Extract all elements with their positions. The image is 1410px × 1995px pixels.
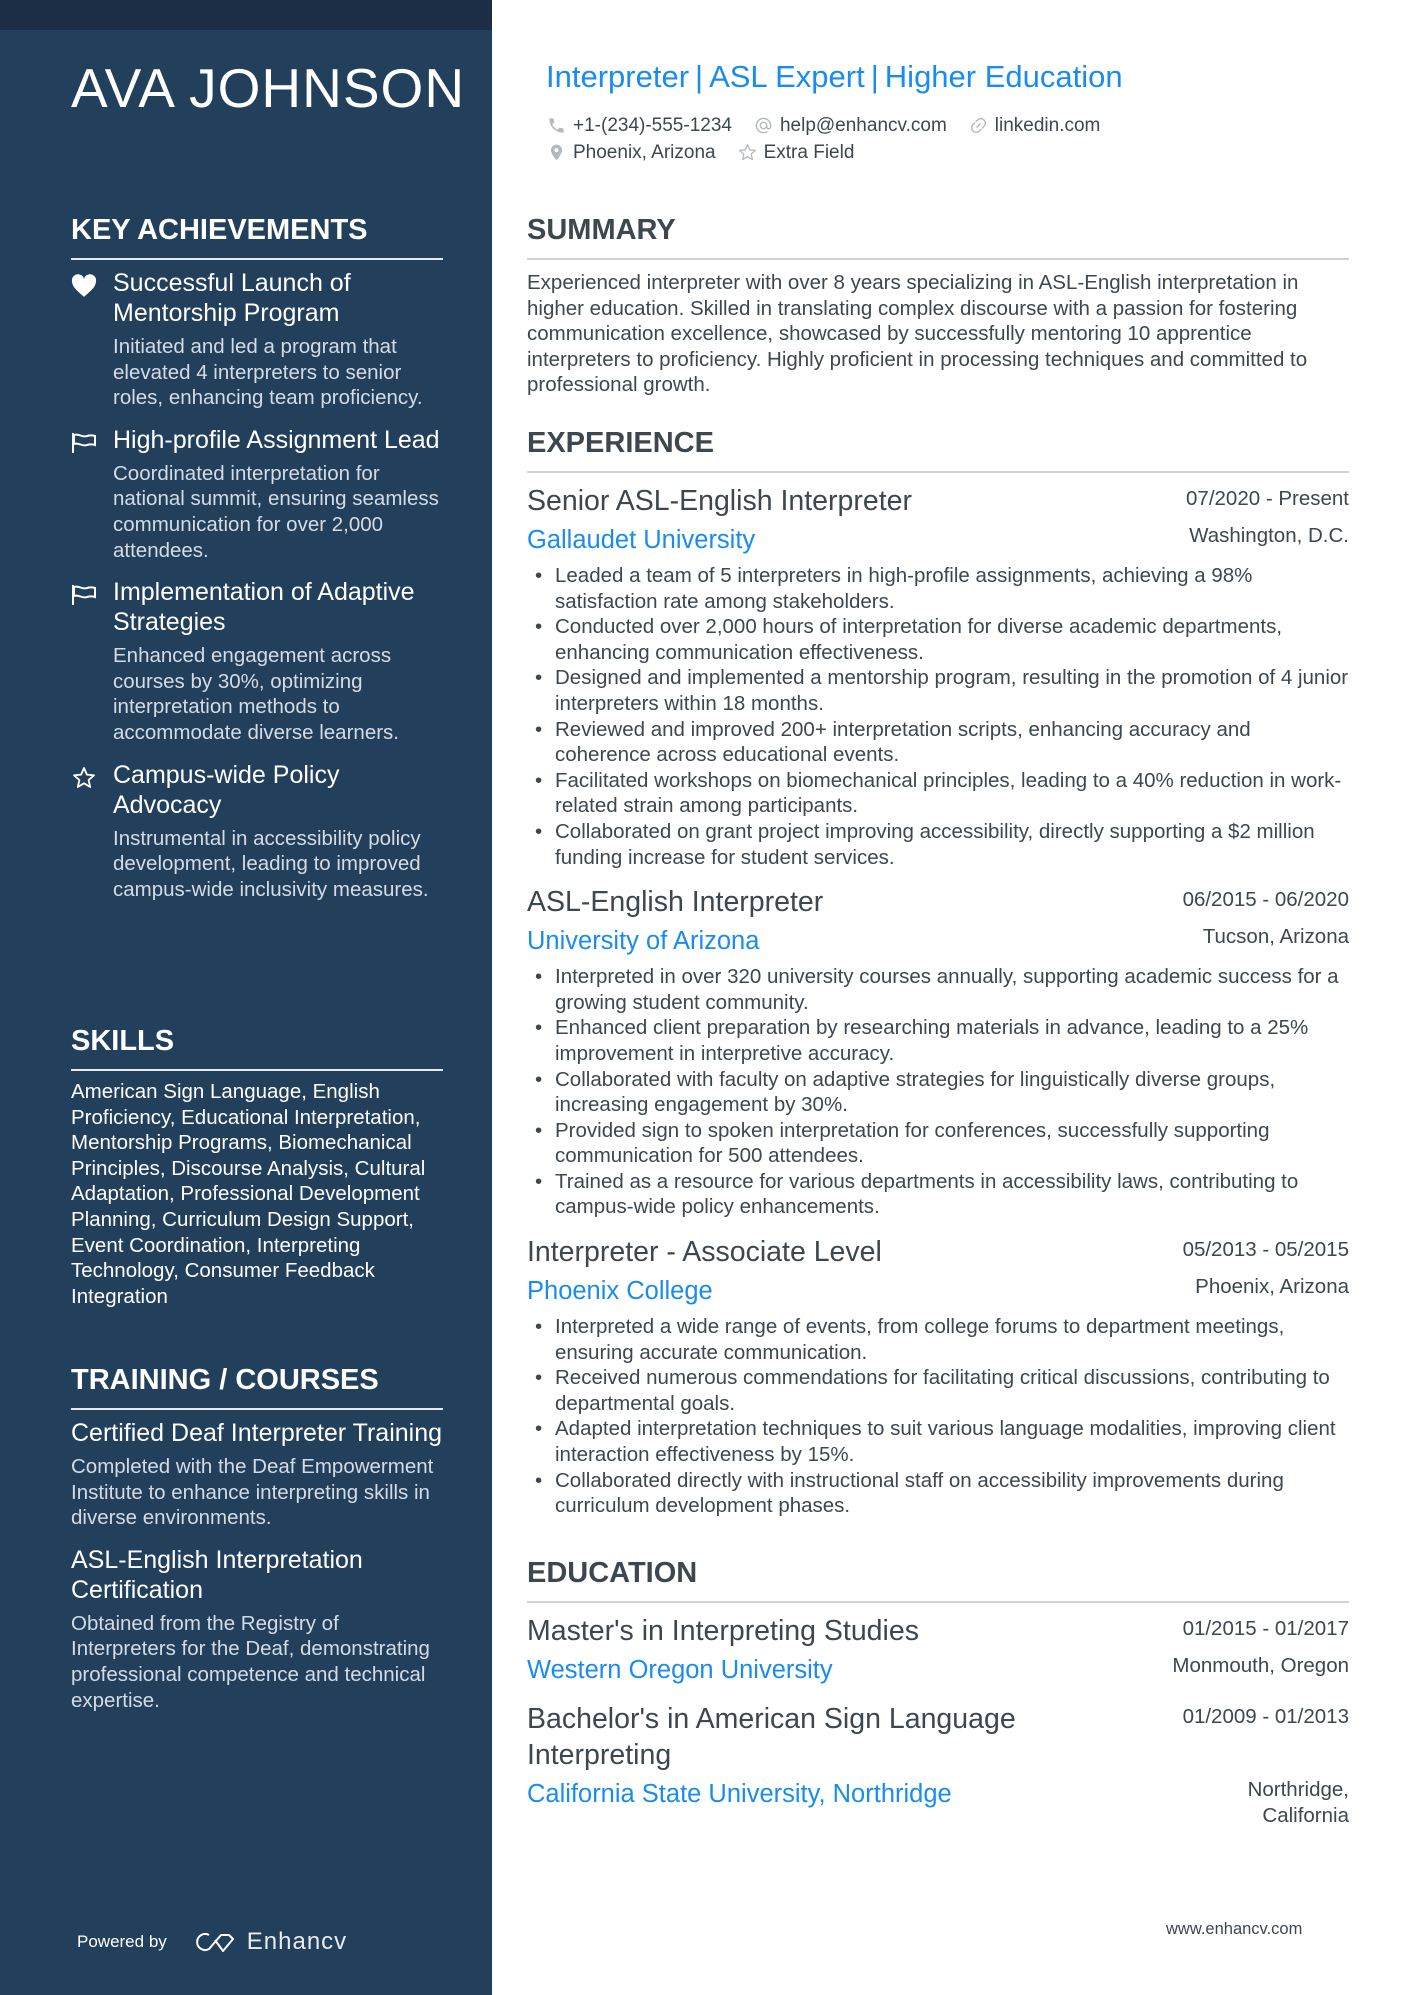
education-dates: 01/2009 - 01/2013 xyxy=(1182,1705,1349,1728)
achievement-desc: Instrumental in accessibility policy development, leading to improved campus-wide inclusivity measures. xyxy=(113,826,429,901)
headline xyxy=(546,57,1123,97)
degree-title: Bachelor's in American Sign Language Interpreting xyxy=(527,1703,1016,1771)
section-heading: EDUCATION xyxy=(527,1555,1349,1603)
star-icon xyxy=(71,760,113,903)
summary-section xyxy=(527,212,1349,398)
skills-list: American Sign Language, English Proficiency, Educational Interpretation, Mentorship Programs, Biomechanical Principles, Discourse Analysis, Cultural Adaptation, Professional Development Planning, Curriculum Design Support, Event Coordination, Interpreting Technology, Consumer Feedback Integration xyxy=(71,1080,426,1308)
job-title: Interpreter - Associate Level xyxy=(527,1236,882,1269)
education-entry xyxy=(527,1613,1349,1687)
powered-by-label: Powered by xyxy=(77,1932,167,1951)
at-icon xyxy=(754,116,773,135)
course-item xyxy=(71,1545,443,1713)
email-text: help@enhancv.com xyxy=(779,115,947,136)
top-strip xyxy=(0,0,492,30)
skills-section xyxy=(71,1023,443,1309)
company-name: Gallaudet University xyxy=(527,526,756,554)
bullet-item: • Interpreted in over 320 university courses annually, supporting academic success for a growing student community. xyxy=(527,964,1349,1015)
heart-icon xyxy=(71,268,113,411)
star-icon xyxy=(738,143,757,162)
link-icon xyxy=(969,116,988,135)
contact-extra xyxy=(738,139,855,166)
achievement-title: Implementation of Adaptive Strategies xyxy=(113,578,415,637)
school-name: Western Oregon University xyxy=(527,1656,833,1684)
enhancv-logo[interactable] xyxy=(193,1928,347,1956)
enhancv-brand-text: Enhancv xyxy=(246,1928,348,1955)
bullet-item: • Reviewed and improved 200+ interpretation scripts, enhancing accuracy and coherence across educational events. xyxy=(527,717,1349,768)
achievement-item xyxy=(71,268,443,411)
bullet-item: • Enhanced client preparation by researching materials in advance, leading to a 25% improvement in interpretive accuracy. xyxy=(527,1015,1349,1066)
section-heading: TRAINING / COURSES xyxy=(71,1362,443,1410)
headline-separator: | xyxy=(695,59,704,94)
job-title: ASL-English Interpreter xyxy=(527,886,824,919)
headline-separator: | xyxy=(870,59,879,94)
location-text: Phoenix, Arizona xyxy=(573,142,716,163)
footer-url[interactable]: www.enhancv.com xyxy=(1166,1920,1303,1938)
flag-icon xyxy=(71,577,113,745)
job-location: Washington, D.C. xyxy=(1189,524,1349,547)
job-dates: 06/2015 - 06/2020 xyxy=(1182,888,1349,912)
experience-entry xyxy=(527,884,1349,1220)
education-section xyxy=(527,1555,1349,1829)
achievement-title: High-profile Assignment Lead xyxy=(113,425,440,454)
phone-icon xyxy=(547,116,566,135)
job-dates: 07/2020 - Present xyxy=(1186,487,1349,510)
summary-text: Experienced interpreter with over 8 years specializing in ASL-English interpretation in higher education. Skilled in translating complex discourse with a passion for fostering communication excellence, showcased by successfully mentoring 10 apprentice interpreters to proficiency. Highly proficient in processing techniques and committed to professional growth. xyxy=(527,271,1308,397)
bullet-item: • Collaborated directly with instructional staff on accessibility improvements during curriculum development phases. xyxy=(527,1468,1349,1519)
location-pin-icon xyxy=(547,143,566,162)
course-desc: Completed with the Deaf Empowerment Institute to enhance interpreting skills in diverse environments. xyxy=(71,1455,434,1530)
education-dates: 01/2015 - 01/2017 xyxy=(1182,1617,1349,1640)
achievement-desc: Coordinated interpretation for national summit, ensuring seamless communication for over 2,000 attendees. xyxy=(113,461,439,562)
contact-info xyxy=(547,112,1100,166)
bullet-item: • Leaded a team of 5 interpreters in high-profile assignments, achieving a 98% satisfaction rate among stakeholders. xyxy=(527,563,1349,614)
achievement-item xyxy=(71,577,443,745)
education-location: Monmouth, Oregon xyxy=(1172,1654,1349,1677)
experience-section xyxy=(527,425,1349,1519)
job-title: Senior ASL-English Interpreter xyxy=(527,485,912,517)
contact-email[interactable] xyxy=(754,112,947,139)
job-bullets xyxy=(527,964,1349,1220)
bullet-item: • Interpreted a wide range of events, from college forums to department meetings, ensuring accurate communication. xyxy=(527,1314,1349,1365)
job-dates: 05/2013 - 05/2015 xyxy=(1182,1238,1349,1262)
course-title: Certified Deaf Interpreter Training xyxy=(71,1419,443,1447)
bullet-item: • Trained as a resource for various departments in accessibility laws, contributing to campus-wide policy enhancements. xyxy=(527,1169,1349,1220)
candidate-name: AVA JOHNSON xyxy=(71,57,466,119)
company-name: Phoenix College xyxy=(527,1277,713,1306)
flag-icon xyxy=(71,425,113,563)
achievement-desc: Initiated and led a program that elevated 4 interpreters to senior roles, enhancing team proficiency. xyxy=(113,335,423,410)
achievement-title: Campus-wide Policy Advocacy xyxy=(113,760,340,819)
achievement-item xyxy=(71,760,443,903)
job-bullets xyxy=(527,563,1349,870)
job-location: Tucson, Arizona xyxy=(1202,925,1349,949)
education-location: Northridge, California xyxy=(1247,1778,1349,1827)
course-item xyxy=(71,1418,443,1531)
job-bullets xyxy=(527,1314,1349,1519)
achievement-desc: Enhanced engagement across courses by 30%, optimizing interpretation methods to accommodate diverse learners. xyxy=(113,644,399,744)
school-name: California State University, Northridge xyxy=(527,1780,952,1808)
company-name: University of Arizona xyxy=(527,927,760,956)
bullet-item: • Designed and implemented a mentorship program, resulting in the promotion of 4 junior interpreters within 18 months. xyxy=(527,665,1349,716)
course-desc: Obtained from the Registry of Interpreters for the Deaf, demonstrating professional competence and technical expertise. xyxy=(71,1611,430,1712)
section-heading: SKILLS xyxy=(71,1023,443,1071)
training-section xyxy=(71,1362,443,1713)
bullet-item: • Provided sign to spoken interpretation for conferences, successfully supporting communication for 500 attendees. xyxy=(527,1118,1349,1169)
bullet-item: • Collaborated with faculty on adaptive strategies for linguistically diverse groups, increasing engagement by 30%. xyxy=(527,1067,1349,1118)
headline-part: Interpreter xyxy=(546,59,690,94)
bullet-item: • Conducted over 2,000 hours of interpretation for diverse academic departments, enhancing communication effectiveness. xyxy=(527,614,1349,665)
section-heading: EXPERIENCE xyxy=(527,425,1349,473)
experience-entry xyxy=(527,483,1349,870)
headline-part: Higher Education xyxy=(884,59,1123,94)
headline-part: ASL Expert xyxy=(709,59,865,94)
course-title: ASL-English Interpretation Certification xyxy=(71,1545,363,1604)
bullet-item: • Facilitated workshops on biomechanical principles, leading to a 40% reduction in work-related strain among participants. xyxy=(527,768,1349,819)
link-text: linkedin.com xyxy=(994,115,1101,136)
section-heading: KEY ACHIEVEMENTS xyxy=(71,212,443,260)
contact-location xyxy=(547,139,716,166)
achievement-title: Successful Launch of Mentorship Program xyxy=(113,269,351,327)
bullet-item: • Adapted interpretation techniques to suit various language modalities, improving client interaction effectiveness by 15%. xyxy=(527,1416,1349,1467)
powered-by xyxy=(77,1928,347,1956)
contact-phone[interactable] xyxy=(547,112,732,139)
section-heading: SUMMARY xyxy=(527,212,1349,260)
experience-entry xyxy=(527,1234,1349,1519)
sidebar xyxy=(0,0,492,1995)
bullet-item: • Received numerous commendations for facilitating critical discussions, contributing to departmental goals. xyxy=(527,1365,1349,1416)
key-achievements-section xyxy=(71,212,443,902)
phone-text: +1-(234)-555-1234 xyxy=(573,115,732,136)
enhancv-logo-icon xyxy=(193,1930,237,1954)
job-location: Phoenix, Arizona xyxy=(1195,1275,1349,1299)
achievement-item xyxy=(71,425,443,563)
bullet-item: • Collaborated on grant project improving accessibility, directly supporting a $2 million funding increase for student services. xyxy=(527,819,1349,870)
extra-field-text: Extra Field xyxy=(763,142,855,163)
education-entry xyxy=(527,1701,1349,1829)
contact-link[interactable] xyxy=(969,112,1101,139)
degree-title: Master's in Interpreting Studies xyxy=(527,1615,919,1647)
